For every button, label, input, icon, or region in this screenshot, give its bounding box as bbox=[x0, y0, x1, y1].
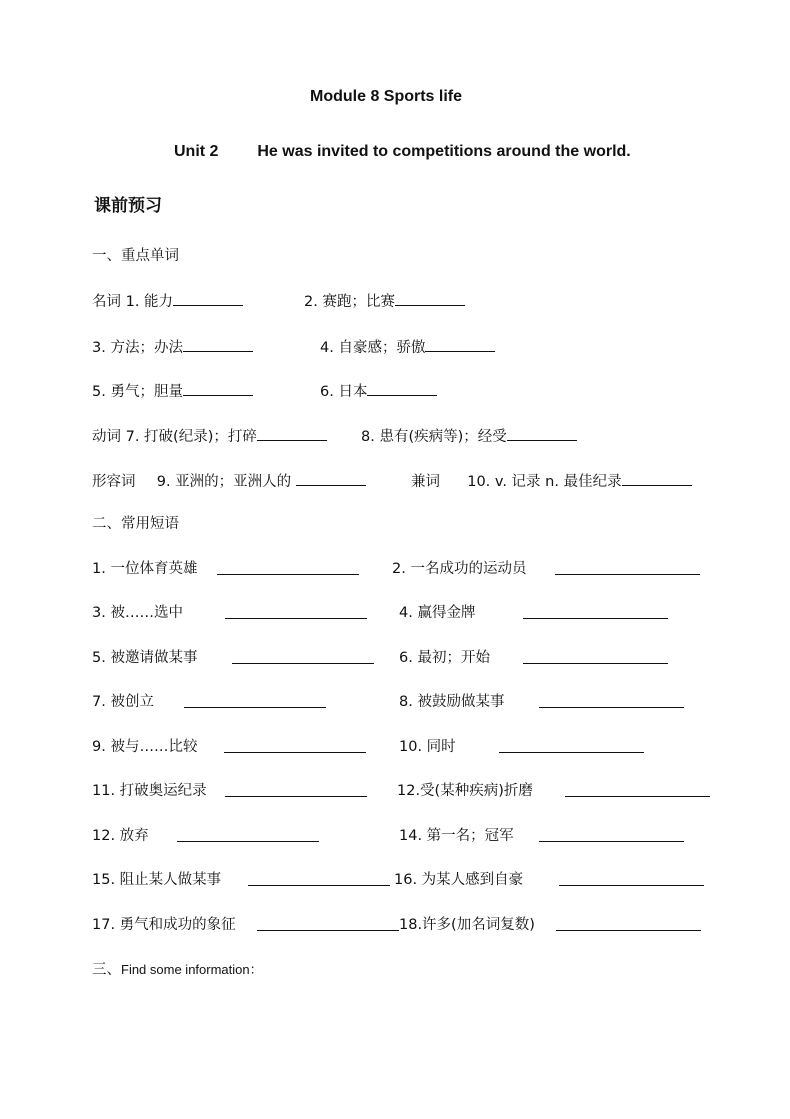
phrase-label-9: 9. 被与……比较 bbox=[92, 739, 198, 755]
word-item-4: 4. 自豪感；骄傲 bbox=[320, 340, 426, 356]
word-row-2b bbox=[320, 336, 495, 358]
word-item-8: 8. 患有(疾病等)；经受 bbox=[361, 429, 507, 445]
phrase-label-14: 14. 第一名；冠军 bbox=[399, 828, 514, 844]
phrase-label-11: 11. 打破奥运纪录 bbox=[92, 783, 207, 799]
answer-blank-w8[interactable] bbox=[507, 425, 577, 441]
phrase-13 bbox=[92, 826, 149, 846]
answer-blank-w10[interactable] bbox=[622, 470, 692, 486]
answer-blank-p4[interactable] bbox=[523, 603, 668, 619]
phrase-3 bbox=[92, 603, 183, 623]
answer-blank-w2[interactable] bbox=[395, 290, 465, 306]
part1-heading: 一、重点单词 bbox=[92, 248, 179, 264]
word-item-10: 10. v. 记录 n. 最佳纪录 bbox=[467, 474, 622, 490]
phrase-label-2: 2. 一名成功的运动员 bbox=[392, 561, 527, 577]
word-row-5b bbox=[411, 470, 692, 492]
word-row-5 bbox=[92, 470, 366, 492]
unit-title: He was invited to competitions around the world. bbox=[257, 143, 631, 160]
answer-blank-p17[interactable] bbox=[257, 915, 399, 931]
answer-blank-p11[interactable] bbox=[225, 781, 367, 797]
noun-label: 名词 bbox=[92, 294, 121, 310]
answer-blank-p8[interactable] bbox=[539, 692, 684, 708]
module-title: Module 8 Sports life bbox=[310, 88, 463, 105]
phrase-8 bbox=[399, 692, 504, 712]
phrase-label-1: 1. 一位体育英雄 bbox=[92, 561, 198, 577]
phrase-label-6: 6. 最初；开始 bbox=[399, 650, 490, 666]
answer-blank-w6[interactable] bbox=[367, 380, 437, 396]
phrase-label-4: 4. 赢得金牌 bbox=[399, 605, 476, 621]
phrase-5 bbox=[92, 648, 197, 668]
phrase-label-3: 3. 被……选中 bbox=[92, 605, 183, 621]
answer-blank-p13[interactable] bbox=[177, 826, 319, 842]
word-row-4b bbox=[361, 425, 577, 447]
word-item-1: 1. 能力 bbox=[125, 294, 174, 310]
word-row-1b bbox=[304, 290, 465, 312]
unit-label: Unit 2 bbox=[174, 143, 219, 160]
part3-text: Find some information： bbox=[121, 962, 263, 977]
unit-heading bbox=[174, 142, 631, 162]
part2-heading: 二、常用短语 bbox=[92, 516, 179, 532]
answer-blank-p10[interactable] bbox=[499, 737, 644, 753]
phrase-2 bbox=[392, 559, 526, 579]
answer-blank-p18[interactable] bbox=[556, 915, 701, 931]
phrase-17 bbox=[92, 915, 236, 935]
phrase-15 bbox=[92, 870, 221, 890]
part3-heading bbox=[92, 960, 263, 980]
phrase-4 bbox=[399, 603, 475, 623]
answer-blank-p12[interactable] bbox=[565, 781, 710, 797]
phrase-label-7: 7. 被创立 bbox=[92, 694, 154, 710]
adj-label: 形容词 bbox=[92, 474, 136, 490]
answer-blank-p2[interactable] bbox=[555, 559, 700, 575]
word-row-2 bbox=[92, 336, 253, 358]
answer-blank-w9[interactable] bbox=[296, 470, 366, 486]
phrase-12 bbox=[397, 781, 533, 801]
answer-blank-p15[interactable] bbox=[248, 870, 390, 886]
word-row-4 bbox=[92, 425, 327, 447]
phrase-label-18: 18.许多(加名词复数) bbox=[399, 917, 535, 933]
word-item-3: 3. 方法；办法 bbox=[92, 340, 183, 356]
word-row-3 bbox=[92, 380, 253, 402]
phrase-label-5: 5. 被邀请做某事 bbox=[92, 650, 198, 666]
phrase-16 bbox=[394, 870, 523, 890]
answer-blank-w7[interactable] bbox=[257, 425, 327, 441]
word-item-9: 9. 亚洲的；亚洲人的 bbox=[156, 474, 292, 490]
answer-blank-p3[interactable] bbox=[225, 603, 367, 619]
phrase-1 bbox=[92, 559, 197, 579]
phrase-label-8: 8. 被鼓励做某事 bbox=[399, 694, 505, 710]
answer-blank-p14[interactable] bbox=[539, 826, 684, 842]
part3-prefix: 三、 bbox=[92, 962, 121, 978]
word-item-2: 2. 赛跑；比赛 bbox=[304, 294, 395, 310]
phrase-label-13: 12. 放弃 bbox=[92, 828, 149, 844]
answer-blank-p1[interactable] bbox=[217, 559, 359, 575]
answer-blank-w3[interactable] bbox=[183, 336, 253, 352]
phrase-7 bbox=[92, 692, 154, 712]
phrase-9 bbox=[92, 737, 197, 757]
answer-blank-w4[interactable] bbox=[425, 336, 495, 352]
section-preview-heading: 课前预习 bbox=[94, 196, 162, 216]
answer-blank-p5[interactable] bbox=[232, 648, 374, 664]
both-label: 兼词 bbox=[411, 474, 440, 490]
phrase-11 bbox=[92, 781, 207, 801]
phrase-label-15: 15. 阻止某人做某事 bbox=[92, 872, 222, 888]
word-row-3b bbox=[320, 380, 437, 402]
word-item-7: 7. 打破(纪录)；打碎 bbox=[125, 429, 257, 445]
phrase-label-10: 10. 同时 bbox=[399, 739, 456, 755]
phrase-label-12: 12.受(某种疾病)折磨 bbox=[397, 783, 533, 799]
answer-blank-p7[interactable] bbox=[184, 692, 326, 708]
answer-blank-p16[interactable] bbox=[559, 870, 704, 886]
answer-blank-p9[interactable] bbox=[224, 737, 366, 753]
word-item-5: 5. 勇气；胆量 bbox=[92, 384, 183, 400]
answer-blank-w5[interactable] bbox=[183, 380, 253, 396]
phrase-14 bbox=[399, 826, 514, 846]
answer-blank-w1[interactable] bbox=[173, 290, 243, 306]
word-row-1 bbox=[92, 290, 243, 312]
phrase-6 bbox=[399, 648, 490, 668]
verb-label: 动词 bbox=[92, 429, 121, 445]
answer-blank-p6[interactable] bbox=[523, 648, 668, 664]
phrase-18 bbox=[399, 915, 535, 935]
phrase-label-17: 17. 勇气和成功的象征 bbox=[92, 917, 236, 933]
word-item-6: 6. 日本 bbox=[320, 384, 368, 400]
phrase-label-16: 16. 为某人感到自豪 bbox=[394, 872, 524, 888]
phrase-10 bbox=[399, 737, 456, 757]
